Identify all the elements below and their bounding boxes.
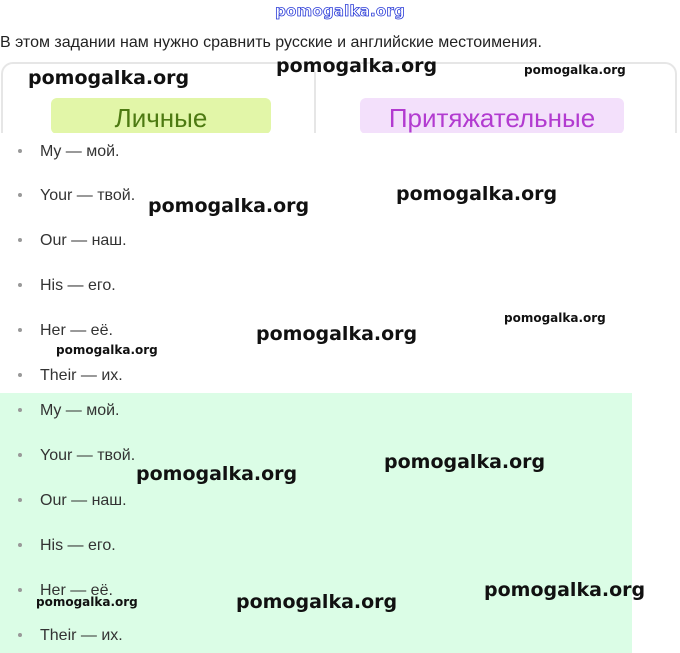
list-item-text: His — его. (40, 277, 116, 294)
watermark: pomogalka.org (148, 195, 310, 217)
list-item (18, 230, 127, 252)
bullet-icon (18, 238, 22, 242)
watermark: pomogalka.org (396, 183, 558, 205)
watermark: pomogalka.org (136, 463, 298, 485)
bullet-icon (18, 373, 22, 377)
list-item (18, 185, 135, 207)
list-item (18, 365, 123, 387)
watermark: pomogalka.org (504, 311, 606, 325)
bullet-icon (18, 453, 22, 457)
list-item-text: Your — твой. (40, 187, 136, 204)
list-item-text: Our — наш. (40, 492, 127, 509)
tag-possessive: Притяжательные (360, 98, 624, 134)
list-item (18, 275, 116, 297)
list-item-text: Their — их. (40, 627, 123, 644)
bullet-icon (18, 543, 22, 547)
bullet-icon (18, 283, 22, 287)
list-item-text: Her — её. (40, 322, 113, 339)
list-item (18, 320, 113, 342)
intro-text: В этом задании нам нужно сравнить русские и английские местоимения. (0, 34, 542, 51)
bullet-icon (18, 408, 22, 412)
bullet-icon (18, 498, 22, 502)
list-item-text: Your — твой. (40, 447, 136, 464)
list-item-text: Our — наш. (40, 232, 127, 249)
bullet-icon (18, 633, 22, 637)
list-item (18, 490, 127, 512)
bullet-icon (18, 193, 22, 197)
list-item-text: My — мой. (40, 143, 120, 160)
bullet-icon (18, 588, 22, 592)
list-item-text: My — мой. (40, 402, 120, 419)
site-header (0, 0, 680, 26)
site-logo-text: pomogalka.org (275, 2, 405, 20)
list-item-text: His — его. (40, 537, 116, 554)
watermark: pomogalka.org (56, 343, 158, 357)
watermark: pomogalka.org (484, 579, 646, 601)
tag-personal: Личные (51, 98, 271, 134)
watermark: pomogalka.org (276, 55, 438, 77)
list-item (18, 535, 116, 557)
list-item (18, 445, 135, 467)
watermark: pomogalka.org (36, 595, 138, 609)
watermark: pomogalka.org (384, 451, 546, 473)
bullet-icon (18, 149, 22, 153)
list-item-text: Her — её. (40, 582, 113, 599)
card-divider (314, 72, 316, 142)
list-item (18, 141, 120, 163)
watermark: pomogalka.org (256, 323, 418, 345)
bullet-icon (18, 328, 22, 332)
list-item-text: Their — их. (40, 367, 123, 384)
pronoun-list-2 (0, 393, 632, 653)
watermark: pomogalka.org (28, 67, 190, 89)
list-item (18, 625, 123, 647)
watermark: pomogalka.org (524, 63, 626, 77)
watermark: pomogalka.org (236, 591, 398, 613)
list-item (18, 400, 120, 422)
